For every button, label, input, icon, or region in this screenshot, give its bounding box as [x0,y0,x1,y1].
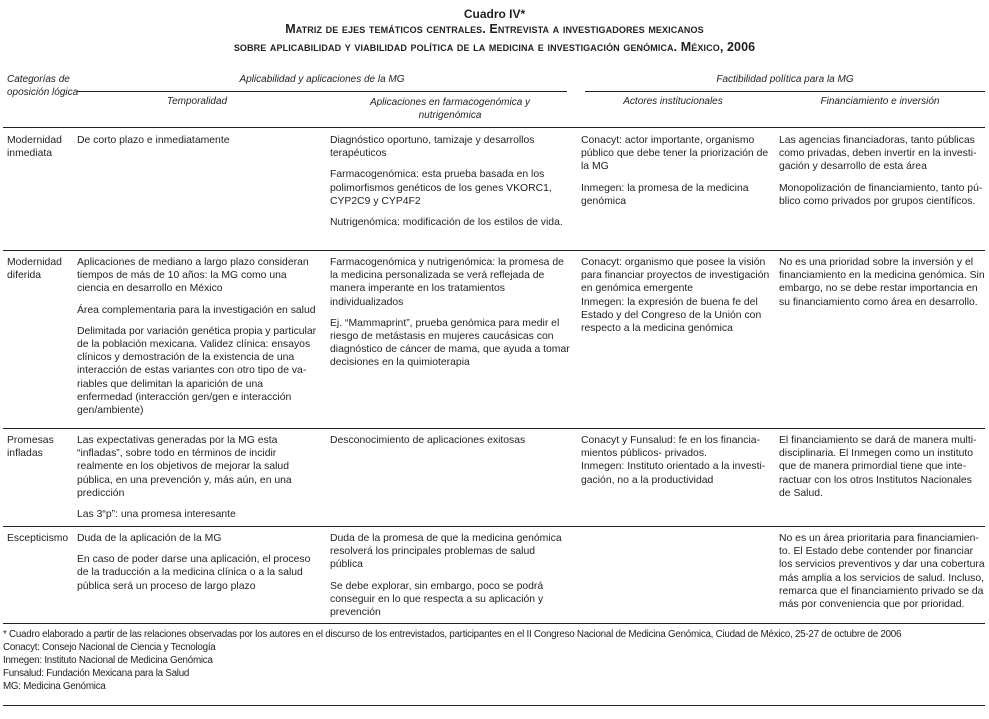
cell-financiamiento [779,256,985,317]
group-rule-applicability [77,91,567,92]
cell-temporalidad [77,434,317,529]
cell-paragraph: Nutrigenómica: modificación de los estilos de vida. [330,217,563,229]
row-separator-rule [3,428,985,429]
row-header-label-1: Categorías de [7,74,70,85]
column-header-aplicaciones-line-1: Aplicaciones en farmacogenómica y [369,97,531,108]
cell-paragraph: Las 3“p”: una promesa interesante [77,509,236,521]
cell-paragraph: Farmacogenómica y nutrigenómica: la promesa de la medicina personalizada se verá reflejada de manera imperante en los tratamientos individualizados [330,257,564,308]
cell-financiamiento [779,134,985,216]
cell-category [7,434,77,460]
footnote-funsalud: Funsalud: Fundación Mexicana para la Salud [3,668,190,679]
cell-category [7,532,77,545]
table-title-line-1: Matriz de ejes temáticos centrales. Entrevista a investigadores mexicanos [285,22,704,36]
table-title-line-2: sobre aplicabilidad y viabilidad política de la medicina e investigación genómica. México, 2006 [233,40,756,54]
cell-actores [581,434,771,487]
cell-actores [581,134,771,216]
cell-paragraph: Ej. “Mammaprint”, prueba genómica para medir el riesgo de metástasis en mujeres caucásicas con diagnóstico de cáncer de mama, que ayuda a tomar decisiones en la quimioterapia [330,317,570,369]
cell-paragraph: Inmegen: la promesa de la medicina genómica [581,182,749,207]
category-label-line: Modernidad [7,257,62,268]
cell-paragraph: Desconocimiento de aplicaciones exitosas [330,435,526,446]
cell-financiamiento [779,434,985,508]
row-separator-rule [3,526,985,527]
group-header-feasibility: Factibilidad política para la MG [716,74,854,85]
table-number: Cuadro IV* [463,7,526,21]
cell-paragraph: Las expectativas generadas por la MG esta “infladas”, sobre todo en términos de incidir realmente en los objetivos de mejorar la salud pública, en una prevención y, más aún, en una predicción [77,435,292,499]
cell-paragraph: Farmacogenómica: esta prueba basada en los polimorfismos genéticos de los genes VKORC1, CYP2C9 y CYP4F2 [330,169,552,207]
cell-paragraph: Área complementaria para la investigación en salud [77,304,316,316]
cell-paragraph: Conacyt y Funsalud: fe en los financiamientos públicos- privados. [581,435,761,460]
category-label-line: inmediata [7,148,53,160]
row-header-label-2: oposición lógica [7,87,79,98]
cell-actores [581,256,771,335]
footnote-source: * Cuadro elaborado a partir de las relaciones observadas por los autores en el discurso de los entrevistados, participantes en el II Congreso Nacional de Medicina Genómica, Ciudad de México, 25-27 de octubre de 2006 [3,629,902,640]
column-header-aplicaciones [320,96,580,122]
cell-financiamiento [779,532,985,619]
cell-paragraph: Diagnóstico oportuno, tamizaje y desarrollos terapéuticos [330,135,535,160]
cell-category [7,134,77,160]
cell-paragraph: Conacyt: actor importante, organismo público que debe tener la priorización de la MG [581,135,769,173]
cell-temporalidad [77,256,317,425]
cell-paragraph: Monopolización de financiamiento, tanto público como privados por grupos científicos. [779,182,983,207]
cell-paragraph: Las agencias financiadoras, tanto públicas como privadas, deben invertir en la investigación y desarrollo de esta área [779,135,977,173]
header-bottom-rule [3,127,985,128]
category-label-line: infladas [7,448,43,460]
column-header-actores: Actores institucionales [623,96,723,107]
cell-paragraph: Inmegen: Instituto orientado a la investigación, no a la productividad [581,461,766,486]
group-rule-feasibility [585,91,985,92]
cell-aplicaciones [330,134,570,237]
cell-paragraph: Duda de la aplicación de la MG [77,533,222,544]
category-label-line: Escepticismo [7,533,69,544]
cell-paragraph: Aplicaciones de mediano a largo plazo consideran tiempos de más de 10 años: la MG como una ciencia en desarrollo en México [77,257,309,295]
cell-paragraph: No es un área prioritaria para financiamiento. El Estado debe contender por financiar los servicios preventivos y dar una cobertura más amplia a los servicios de salud. Incluso, remarca que el financiamiento privado se da más por conveniencia que por prioridad. [779,533,985,611]
cell-paragraph: Duda de la promesa de que la medicina genómica resolverá los principales problemas de salud pública [330,533,562,571]
cell-aplicaciones [330,434,570,455]
cell-temporalidad [77,532,317,601]
column-header-financiamiento: Financiamiento e inversión [820,96,940,107]
cell-paragraph: De corto plazo e inmediatamente [77,135,230,146]
group-header-applicability: Aplicabilidad y aplicaciones de la MG [239,74,405,85]
cell-paragraph: En caso de poder darse una aplicación, el proceso de la traducción a la medicina clínica o a la salud pública será un proceso de largo plazo [77,554,311,592]
cell-paragraph: Delimitada por variación genética propia y particular de la población mexicana. Validez clínica: ensayos clínicos y demostración de la existencia de una interacción de estas variantes con otro tipo de variables que delimitan la aparición de una enfermedad (interacción gen/gen e interacción gen/ambiente) [77,325,317,417]
cell-paragraph: Conacyt: organismo que posee la visión para financiar proyectos de investigación en genómica emergente [581,257,770,295]
footnote-mg: MG: Medicina Genómica [3,681,106,692]
footnote-bottom-rule [3,705,985,706]
row-separator-rule [3,623,985,624]
category-label-line: Promesas [7,435,54,446]
cell-paragraph: No es una prioridad sobre la inversión y el financiamiento en la medicina genómica. Sin embargo, no se debe restar importancia en su financiamiento como área en desarrollo. [779,257,985,308]
footnote-conacyt: Conacyt: Consejo Nacional de Ciencia y Tecnología [3,642,216,653]
cell-paragraph: Inmegen: la expresión de buena fe del Estado y del Congreso de la Unión con respecto a la medicina genómica [581,296,762,335]
column-header-temporalidad: Temporalidad [166,96,228,107]
cell-paragraph: Se debe explorar, sin embargo, poco se podrá conseguir en lo que respecta a su aplicación y prevención [330,580,544,619]
cell-aplicaciones [330,256,570,378]
column-header-aplicaciones-line-2: nutrigenómica [418,110,482,121]
row-separator-rule [3,250,985,251]
category-label-line: Modernidad [7,135,62,146]
cell-aplicaciones [330,532,570,627]
cell-temporalidad [77,134,317,155]
category-label-line: diferida [7,270,42,282]
footnote-inmegen: Inmegen: Instituto Nacional de Medicina Genómica [3,655,213,666]
cell-paragraph: El financiamiento se dará de manera multidisciplinaria. El Inmegen como un instituto que de manera primordial tiene que interactuar con los otros Institutos Nacionales de Salud. [779,435,977,499]
cell-category [7,256,77,282]
